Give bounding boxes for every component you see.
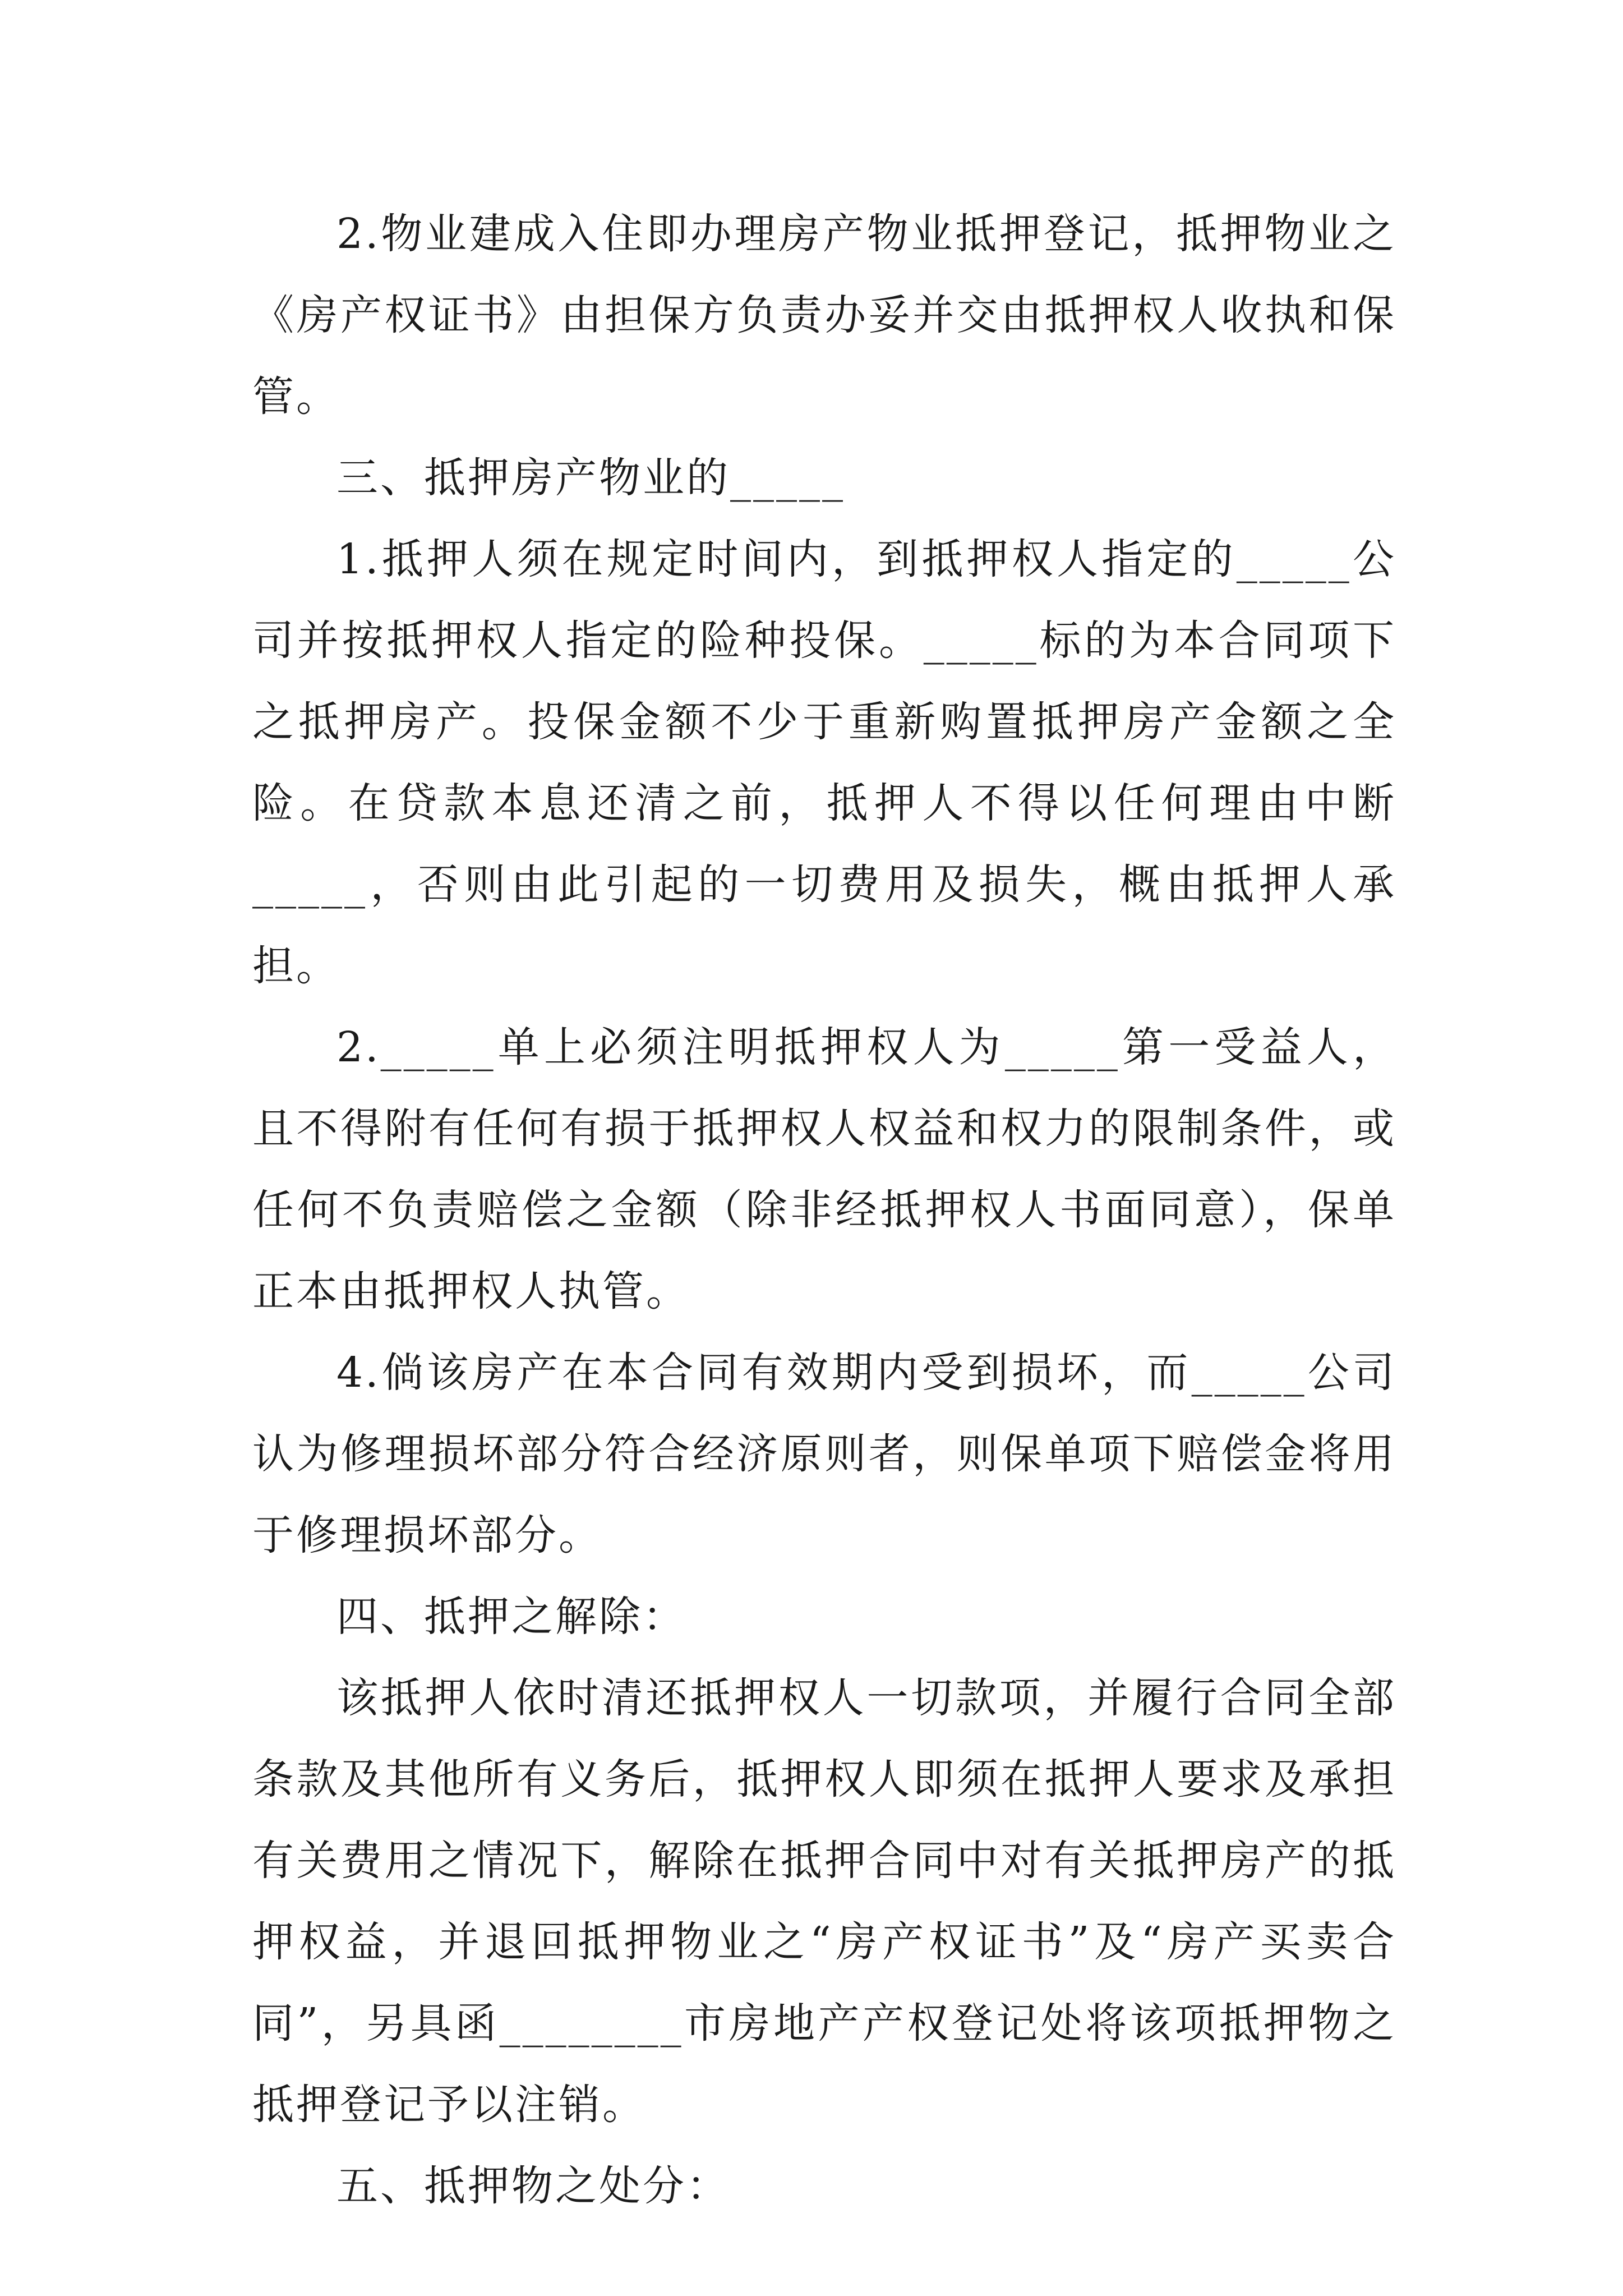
paragraph-release: 该抵押人依时清还抵押权人一切款项，并履行合同全部条款及其他所有义务后，抵押权人即须在抵押人要求及承担有关费用之情况下，解除在抵押合同中对有关抵押房产的抵押权益，并退回抵押物业之“房产权证书”及“房产买卖合同”，另具函________市房地产产权登记处将该项抵押物之抵押登记予以注销。: [252, 1674, 1396, 2129]
paragraph-insurance-2: 2._____单上必须注明抵押权人为_____第一受益人，且不得附有任何有损于抵押权人权益和权力的限制条件，或任何不负责赔偿之金额（除非经抵押权人书面同意），保单正本由抵押权人执管。: [252, 1023, 1396, 1315]
document-body: [252, 194, 1396, 2227]
paragraph-insurance-4: 4.倘该房产在本合同有效期内受到损坏，而_____公司认为修理损坏部分符合经济原则者，则保单项下赔偿金将用于修理损坏部分。: [252, 1349, 1396, 1559]
section-heading-insurance: 三、抵押房产物业的_____: [336, 454, 845, 502]
paragraph-insurance-1: 1.抵押人须在规定时间内，到抵押权人指定的_____公司并按抵押权人指定的险种投保。_____标的为本合同项下之抵押房产。投保金额不少于重新购置抵押房产金额之全险。在贷款本息还清之前，抵押人不得以任何理由中断_____，否则由此引起的一切费用及损失，概由抵押人承担。: [252, 535, 1396, 990]
section-heading-disposal: 五、抵押物之处分：: [336, 2162, 730, 2210]
section-heading-release: 四、抵押之解除：: [336, 1593, 686, 1641]
paragraph-registration: 2.物业建成入住即办理房产物业抵押登记，抵押物业之《房产权证书》由担保方负责办妥并交由抵押权人收执和保管。: [252, 210, 1396, 421]
